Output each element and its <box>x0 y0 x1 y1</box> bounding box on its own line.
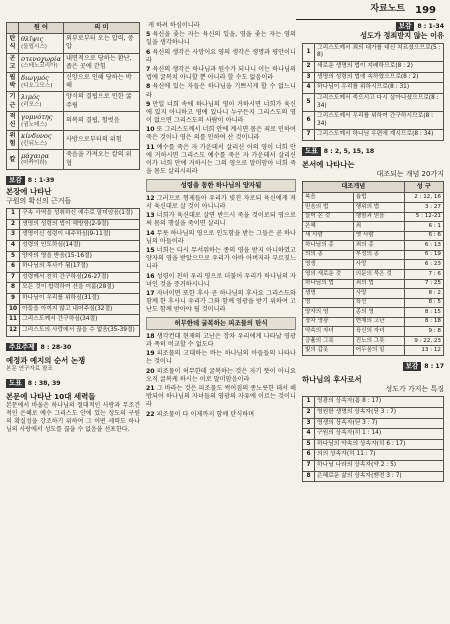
verse-number: 7 <box>146 65 151 73</box>
item-text: 하나님이 우리를 위하시므로(8 : 31) <box>315 83 444 94</box>
contrast-header-concept: 대조개념 <box>303 182 405 193</box>
greek-word: θλῖψις <box>21 35 44 44</box>
contrast-row <box>303 241 444 251</box>
contrast-term: 의의 종 <box>303 250 354 260</box>
contrast-ref: 2 : 12, 16 <box>404 193 443 203</box>
verse-text: 만일 너희 속에 하나님의 영이 거하시면 너희가 육신에 있지 아니하고 영에 있나니 누구든지 그리스도의 영이 없으면 그리스도의 사람이 아니라 <box>146 100 296 125</box>
greek-word: γυμνότης <box>21 112 53 121</box>
box-ref: 8 : 1-39 <box>27 176 55 184</box>
verse <box>146 368 296 384</box>
contrast-term: 긍휼의 그릇 <box>303 336 354 346</box>
word-table-header-word: 원 어 <box>19 23 64 34</box>
box-title: 본장에 나타난 <box>6 187 52 196</box>
word-side-label: 적신 <box>7 111 19 130</box>
box-note: 본문 연구자료 참조 <box>6 365 53 372</box>
list-item <box>7 272 140 283</box>
contrast-ref: 9 : 8 <box>404 327 443 337</box>
list-item <box>7 209 140 220</box>
verse-number: 17 <box>146 289 155 297</box>
item-number: 2 <box>303 407 315 418</box>
list-item <box>7 294 140 305</box>
verse-number: 9 <box>146 100 151 108</box>
list-item <box>303 43 444 61</box>
word-meaning: 양식의 결핍으로 인한 굶주림 <box>63 92 139 111</box>
item-number: 3 <box>303 418 315 429</box>
contrast-term: 행함과 믿음 <box>353 212 404 222</box>
item-number: 4 <box>303 83 315 94</box>
box-subtitle: 성도가 가지는 특징 <box>385 384 444 393</box>
word-side-label: 위험 <box>7 131 19 150</box>
contrast-row <box>303 250 444 260</box>
list-item <box>7 251 140 262</box>
verse-number: 6 <box>146 48 151 56</box>
contrast-term: 하나님의 법 <box>303 279 354 289</box>
list-item <box>303 83 444 94</box>
contrast-term: 장차 영광 <box>303 317 354 327</box>
word-row <box>7 111 140 130</box>
contrast-term: 죄 <box>353 222 404 232</box>
verse <box>146 49 296 65</box>
item-number: 1 <box>7 209 20 220</box>
item-text: 하나님의 약속의 상속자(히 6 : 17) <box>315 439 444 450</box>
contrast-term: 사망 <box>353 289 404 299</box>
contrast-term: 옛 사람 <box>353 231 404 241</box>
word-cell <box>19 111 64 130</box>
item-text: 그리스도께서 간구하심(34절) <box>20 315 140 326</box>
item-number: 5 <box>303 93 315 111</box>
verse-text: 육신의 생각은 사망이요 영의 생각은 생명과 평안이니라 <box>146 48 296 64</box>
contrast-ref: 3 : 27 <box>404 203 443 213</box>
verse <box>146 66 296 82</box>
word-side-label: 곤고 <box>7 53 19 72</box>
verse-text: 게 하려 하심이니라 <box>148 22 200 29</box>
verse-number: 5 <box>146 31 151 39</box>
contrast-row <box>303 308 444 318</box>
box-contrasts <box>302 147 444 356</box>
word-side-label: 핍박 <box>7 72 19 91</box>
page-number: 199 <box>415 5 436 16</box>
item-number: 5 <box>7 251 20 262</box>
box-title: 본서에 나타나는 <box>302 160 355 170</box>
box-text: 본문에서 바울은 하나님의 절대적인 사랑과 무조건적인 은혜로 예수 그리스도 안에 있는 성도의 구원의 확실성을 강조하기 위하여 그 어떤 세력도 하나님의 사랑에서 성도를 끊을 수 없음을 선포한다. <box>6 401 140 434</box>
contrast-row <box>303 222 444 232</box>
verse-number: 15 <box>146 246 155 254</box>
item-text: 생명의 성령의 법에 속하였으므로(8 : 2) <box>315 72 444 83</box>
verse <box>146 333 296 349</box>
verse-number: 14 <box>146 229 155 237</box>
verse <box>146 101 296 126</box>
list-item <box>303 112 444 130</box>
item-text: 새로운 생명의 법이 지배하므로(8 : 2) <box>315 61 444 72</box>
item-number: 6 <box>7 262 20 273</box>
verse-text: 성령이 친히 우리 영으로 더불어 우리가 하나님의 자녀인 것을 증거하시나니 <box>146 272 296 288</box>
item-text: 생명의 성령의 법이 해방함(2-9절) <box>20 219 140 230</box>
verse <box>146 273 296 289</box>
box-tag: 도표 <box>302 147 321 156</box>
verse-number: 22 <box>146 410 155 418</box>
word-row <box>7 72 140 91</box>
item-number: 6 <box>303 112 315 130</box>
box-tag: 보감 <box>403 362 422 371</box>
contrast-ref: 8 : 2 <box>404 289 443 299</box>
box-ref: 8 : 28-30 <box>40 343 72 351</box>
contrast-term: 죄의 법 <box>353 279 404 289</box>
contrast-term: 하나님의 종 <box>303 241 354 251</box>
word-meaning: 내면적으로 당하는 환난, 좁은 곳에 갇힘 <box>63 53 139 72</box>
contrast-term: 복음 <box>303 193 354 203</box>
contrast-table <box>302 181 444 356</box>
item-text: 그리스도께서 죄의 대가를 대신 치르셨으므로(5 : 8) <box>315 43 444 61</box>
item-number: 8 <box>303 471 315 482</box>
word-table <box>6 22 140 170</box>
list-item <box>7 326 140 337</box>
word-meaning: 의복의 결핍, 헐벗음 <box>63 111 139 130</box>
word-meaning: 사방으로부터의 위험 <box>63 131 139 150</box>
item-text: 성령께서 친히 간구하심(26-27절) <box>20 272 140 283</box>
item-number: 7 <box>303 130 315 141</box>
word-table-header-meaning: 의 미 <box>63 23 139 34</box>
verse-text: 생각컨대 현재의 고난은 장차 우리에게 나타날 영광과 족히 비교할 수 없도다 <box>146 332 296 349</box>
item-number: 6 <box>303 450 315 461</box>
transliteration: (귐노테스) <box>21 121 47 128</box>
item-text: 모든 것이 합력하여 선을 이룸(28절) <box>20 283 140 294</box>
box-tag: 보감 <box>6 176 25 185</box>
transliteration: (스테노코리아) <box>21 63 58 70</box>
section-heading: 허무한데 굴복하는 피조물의 탄식 <box>146 317 296 329</box>
list-item <box>303 93 444 111</box>
item-text: 영광의 상속자(롬 8 : 17) <box>315 397 444 408</box>
verse <box>146 290 296 315</box>
list-item <box>7 315 140 326</box>
contrast-row <box>303 327 444 337</box>
item-text: 영생의 상속자(딛 3 : 7) <box>315 418 444 429</box>
box-assurance <box>6 176 140 337</box>
item-text: 구원의 상속자(히 1 : 14) <box>315 429 444 440</box>
item-number: 3 <box>303 72 315 83</box>
transliteration: (디오그모스) <box>21 82 53 89</box>
contrast-term: 들어 온 것 <box>303 212 354 222</box>
item-number: 8 <box>7 283 20 294</box>
contrast-row <box>303 269 444 279</box>
box-ten-powers <box>6 379 140 434</box>
contrast-header-ref: 성 구 <box>404 182 443 193</box>
contrast-term: 믿음의 법 <box>303 203 354 213</box>
item-text: 영원한 생명의 상속자(딛 3 : 7) <box>315 407 444 418</box>
verse-number: 16 <box>146 272 155 280</box>
box-tag: 도표 <box>6 379 25 388</box>
contrast-ref: 6 : 13 <box>404 241 443 251</box>
list-item <box>7 283 140 294</box>
list-item <box>303 471 444 482</box>
verse-text: 너희는 다시 무서워하는 종의 영을 받지 아니하였고 양자의 영을 받았으므로 우리가 아바 아버지라 부르짖느니라 <box>146 246 296 271</box>
list-item <box>303 461 444 472</box>
list-item <box>303 439 444 450</box>
box-title: 성도가 정죄받지 않는 이유 <box>360 31 444 41</box>
item-number: 1 <box>303 43 315 61</box>
box-tag: 보감 <box>396 22 415 31</box>
contrast-ref: 7 : 6 <box>404 269 443 279</box>
verse-text: 또 그리스도께서 너희 안에 계시면 몸은 죄로 인하여 죽은 것이나 영은 의를 인하여 산 것이니라 <box>146 126 296 142</box>
verse-text: 너희가 육신대로 살면 반드시 죽을 것이로되 영으로써 몸의 행실을 죽이면 살리니 <box>146 212 296 228</box>
list-item <box>303 450 444 461</box>
contrast-term: 사망 <box>353 260 404 270</box>
contrast-row <box>303 317 444 327</box>
contrast-ref: 13 : 12 <box>404 346 443 356</box>
word-row <box>7 34 140 53</box>
contrast-term: 율법 <box>353 193 404 203</box>
contrast-term: 의문의 묵은 것 <box>353 269 404 279</box>
contrast-term: 영 <box>303 298 354 308</box>
item-number: 7 <box>7 272 20 283</box>
assurance-table <box>6 208 140 337</box>
list-item <box>303 130 444 141</box>
verse-text: 자녀이면 또한 후사 곧 하나님의 후사요 그리스도와 함께 한 후사니 우리가 그와 함께 영광을 받기 위하여 고난도 함께 받아야 될 것이니라 <box>146 289 296 314</box>
item-text: 하나님이 우리를 위하심(31절) <box>20 294 140 305</box>
contrast-term: 종의 영 <box>353 308 404 318</box>
item-number: 4 <box>7 240 20 251</box>
contrast-row <box>303 289 444 299</box>
list-item <box>7 219 140 230</box>
word-side-label: 기근 <box>7 92 19 111</box>
verse-number: 20 <box>146 367 155 375</box>
contrast-term: 새 사람 <box>303 231 354 241</box>
contrast-term: 현재의 고난 <box>353 317 404 327</box>
contrast-term: 어두움의 일 <box>353 346 404 356</box>
word-cell <box>19 72 64 91</box>
word-side-label: 칼 <box>7 150 19 169</box>
verse <box>146 126 296 142</box>
list-item <box>303 397 444 408</box>
list-item <box>303 429 444 440</box>
list-item <box>303 61 444 72</box>
item-text: 은혜로운 삶의 상속자(벧전 3 : 7) <box>315 471 444 482</box>
verse-number: 19 <box>146 350 155 358</box>
contrast-ref: 8 : 18 <box>404 317 443 327</box>
word-cell <box>19 92 64 111</box>
item-number: 10 <box>7 304 20 315</box>
box-heirs <box>302 362 444 482</box>
verse-text: 육신을 좇는 자는 육신의 일을, 영을 좇는 자는 영의 일을 생각하나니 <box>146 31 296 47</box>
verse-text: 예수를 죽은 자 가운데서 살리신 이의 영이 너희 안에 거하시면 그리스도 예수를 죽은 자 가운데서 살리신 이가 너희 안에 거하시는 그의 영으로 말미암아 너희 죽을 몸도 살리시리라 <box>146 143 296 176</box>
list-item <box>303 72 444 83</box>
transliteration: (마카이라) <box>21 160 47 167</box>
item-text: 성령의 인도하심(14절) <box>20 240 140 251</box>
word-side-label: 탄식 <box>7 34 19 53</box>
item-text: 그리스도께서 우리를 위하여 간구하시므로(8 : 34) <box>315 112 444 130</box>
word-cell <box>19 131 64 150</box>
contrast-ref: 7 : 25 <box>404 279 443 289</box>
verse <box>146 144 296 177</box>
item-number: 3 <box>7 230 20 241</box>
item-text: 아들을 아끼지 않고 내어주심(32절) <box>20 304 140 315</box>
box-title: 예정과 예지의 순서 논쟁 <box>6 355 86 365</box>
box-ref: 8 : 1-34 <box>417 23 444 30</box>
verse-number: 13 <box>146 212 155 220</box>
verse-number: 21 <box>146 385 155 393</box>
contrast-row <box>303 298 444 308</box>
contrast-row <box>303 212 444 222</box>
contrast-ref: 9 : 22, 23 <box>404 336 443 346</box>
contrast-term: 죄의 종 <box>353 241 404 251</box>
item-number: 7 <box>303 461 315 472</box>
section-title: 자료노트 <box>370 4 406 14</box>
verse-text: 육신에 있는 자들은 하나님을 기쁘시게 할 수 없느니라 <box>146 83 296 99</box>
item-text: 의의 상속자(히 11 : 7) <box>315 450 444 461</box>
contrast-row <box>303 193 444 203</box>
word-row <box>7 92 140 111</box>
contrast-row <box>303 336 444 346</box>
verse-number: 10 <box>146 126 155 134</box>
contrast-term: 행위의 법 <box>353 203 404 213</box>
contrast-row <box>303 346 444 356</box>
left-column <box>6 22 140 434</box>
greek-word: λιμός <box>21 93 40 102</box>
contrast-term: 빛의 갑옷 <box>303 346 354 356</box>
greek-word: μάχαιρα <box>21 151 50 160</box>
greek-word: στενοχωρία <box>21 54 61 63</box>
box-ref: 8 : 2, 5, 15, 18 <box>323 148 375 156</box>
box-ref: 8 : 17 <box>424 363 444 371</box>
contrast-row <box>303 260 444 270</box>
list-item <box>303 418 444 429</box>
item-text: 하나님의 후사가 됨(17절) <box>20 262 140 273</box>
contrast-term: 양자의 영 <box>303 308 354 318</box>
word-row <box>7 53 140 72</box>
item-text: 하나님 나라의 상속자(약 2 : 5) <box>315 461 444 472</box>
verse-number: 8 <box>146 83 151 91</box>
word-cell <box>19 53 64 72</box>
verse-text: 무릇 하나님의 영으로 인도함을 받는 그들은 곧 하나님의 아들이라 <box>146 229 296 245</box>
contrast-term: 영의 새로운 것 <box>303 269 354 279</box>
word-meaning: 신앙으로 인해 당하는 박해 <box>63 72 139 91</box>
contrast-row <box>303 231 444 241</box>
word-cell <box>19 34 64 53</box>
list-item <box>7 262 140 273</box>
verse <box>146 195 296 211</box>
box-subtitle: 대조되는 개념 20가지 <box>376 170 444 179</box>
box-ref: 8 : 38, 39 <box>27 380 61 388</box>
list-item <box>303 407 444 418</box>
word-meaning: 외부로부터 오는 압력, 중압 <box>63 34 139 53</box>
verse <box>146 22 296 30</box>
contrast-term: 생명 <box>303 289 354 299</box>
box-predestination <box>6 343 140 373</box>
box-tag: 주요주제 <box>6 343 37 352</box>
verse-number: 12 <box>146 194 155 202</box>
item-number: 4 <box>303 429 315 440</box>
verse-number: 18 <box>146 332 155 340</box>
item-number: 2 <box>303 61 315 72</box>
greek-word: κίνδυνος <box>21 132 52 141</box>
item-text: 양자의 영을 받음(15-16절) <box>20 251 140 262</box>
word-cell <box>19 150 64 169</box>
item-number: 12 <box>7 326 20 337</box>
word-row <box>7 131 140 150</box>
box-title: 본문에 나타난 10대 세력들 <box>6 392 96 402</box>
scripture-column <box>146 22 296 420</box>
item-number: 2 <box>7 219 20 230</box>
word-meaning: 죽음을 가져오는 칼의 위협 <box>63 150 139 169</box>
verse-text: 피조물의 고대하는 바는 하나님의 아들들의 나타나는 것이니 <box>146 350 296 366</box>
transliteration: (킨뒤노스) <box>21 140 47 147</box>
item-text: 그리스도께서 죽으시고 다시 살아나셨으므로(8 : 34) <box>315 93 444 111</box>
contrast-term: 부정의 종 <box>353 250 404 260</box>
verse <box>146 212 296 228</box>
contrast-ref: 8 : 15 <box>404 308 443 318</box>
contrast-term: 육신 <box>353 298 404 308</box>
not-condemned-table <box>302 43 444 141</box>
verse <box>146 411 296 419</box>
verse-text: 육신의 생각은 하나님과 원수가 되나니 이는 하나님의 법에 굴복치 아니할 뿐 아니라 할 수도 없음이라 <box>146 65 296 82</box>
item-text: 그리스도의 사랑에서 끊을 수 없음(35-39절) <box>20 326 140 337</box>
verse-text: 그러므로 형제들아 우리가 빚진 자로되 육신에게 져서 육신대로 살 것이 아니니라 <box>146 194 296 211</box>
contrast-ref: 6 : 19 <box>404 250 443 260</box>
contrast-row <box>303 203 444 213</box>
verse <box>146 83 296 99</box>
contrast-term: 진노의 그릇 <box>353 336 404 346</box>
item-text: 생명이신 성령이 내주하심(9-11절) <box>20 230 140 241</box>
item-number: 11 <box>7 315 20 326</box>
verse-number: 11 <box>146 143 155 151</box>
greek-word: διωγμός <box>21 74 49 83</box>
verse <box>146 350 296 366</box>
right-column <box>302 22 444 482</box>
transliteration: (리모스) <box>21 102 42 109</box>
verse <box>146 230 296 246</box>
contrast-ref: 6 : 1 <box>404 222 443 232</box>
verse <box>146 31 296 47</box>
contrast-term: 은혜 <box>303 222 354 232</box>
contrast-ref: 6 : 23 <box>404 260 443 270</box>
list-item <box>7 240 140 251</box>
verse <box>146 385 296 410</box>
contrast-term: 영생 <box>303 260 354 270</box>
contrast-row <box>303 279 444 289</box>
transliteration: (들립시스) <box>21 44 47 51</box>
item-number: 5 <box>303 439 315 450</box>
word-row <box>7 150 140 169</box>
item-text: 구속 사역을 성취하신 예수로 말미암음(1절) <box>20 209 140 220</box>
list-item <box>7 304 140 315</box>
section-heading: 성령을 통한 하나님의 양자됨 <box>146 179 296 191</box>
contrast-term: 육신의 자녀 <box>353 327 404 337</box>
box-title: 하나님의 후사로서 <box>302 375 362 385</box>
contrast-ref: 8 : 5 <box>404 298 443 308</box>
page-header <box>296 4 436 20</box>
verse-text: 피조물이 허무한데 굴복하는 것은 자기 뜻이 아니요 오직 굴복케 하시는 이로 말미암음이라 <box>146 367 296 383</box>
contrast-ref: 6 : 6 <box>404 231 443 241</box>
verse-text: 그 바라는 것은 피조물도 썩어짐의 종노릇한 데서 해방되어 하나님의 자녀들의 영광의 자유에 이르는 것이니라 <box>146 385 296 409</box>
contrast-ref: 5 : 12-21 <box>404 212 443 222</box>
heirs-table <box>302 396 444 482</box>
verse-text: 피조물이 다 이제까지 함께 탄식하며 <box>156 410 255 418</box>
contrast-term: 약속의 자녀 <box>303 327 354 337</box>
item-text: 그리스도께서 하나님 우편에 계시므로(8 : 34) <box>315 130 444 141</box>
verse <box>146 247 296 272</box>
item-number: 9 <box>7 294 20 305</box>
box-not-condemned <box>302 22 444 41</box>
box-subtitle: 구원의 확신의 근거들 <box>6 196 72 205</box>
item-number: 1 <box>303 397 315 408</box>
list-item <box>7 230 140 241</box>
